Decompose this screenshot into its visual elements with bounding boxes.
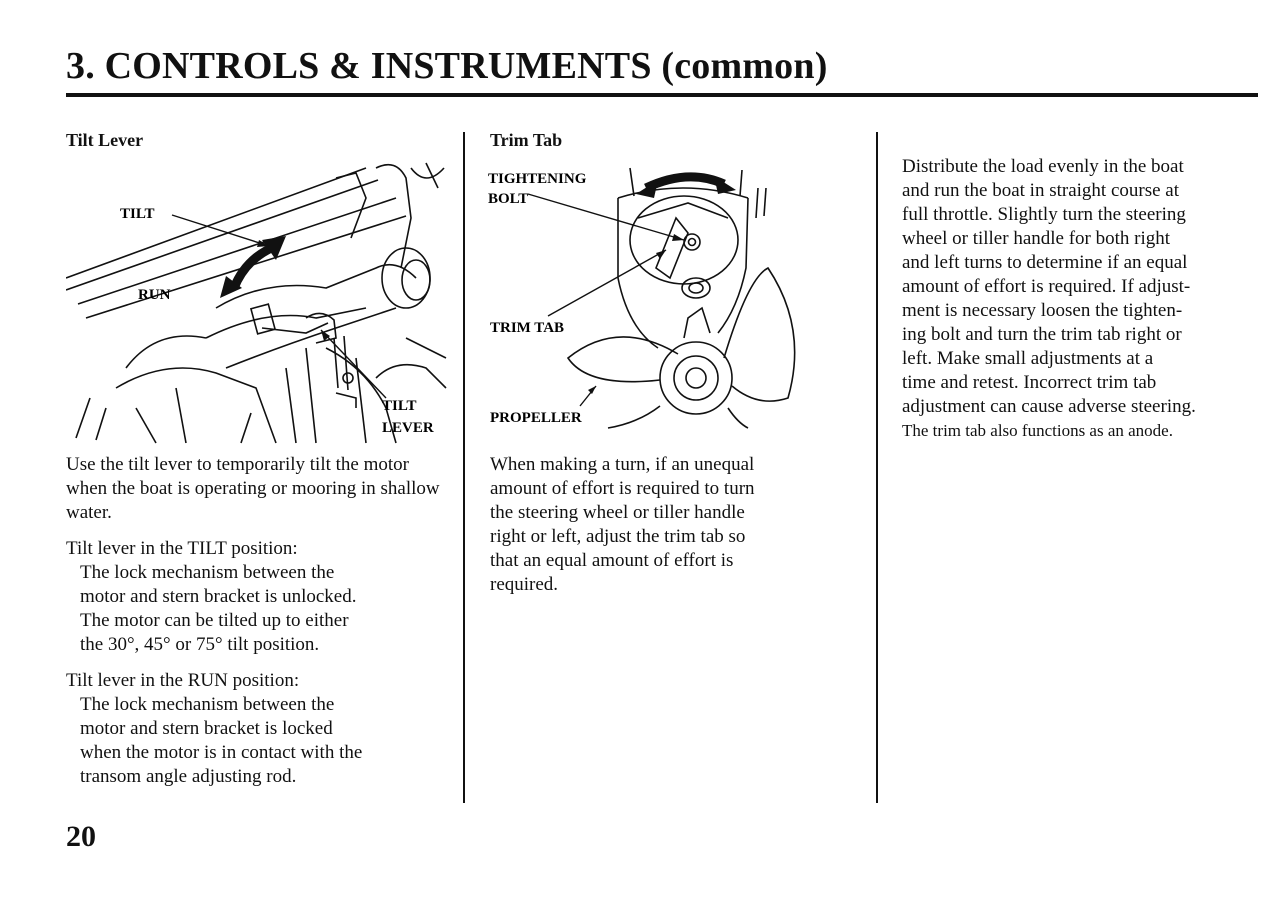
tilt-lever-label-line1: TILT bbox=[382, 398, 417, 414]
run-position-line: The lock mechanism between the bbox=[80, 694, 335, 715]
tilt-lever-intro: Use the tilt lever to temporarily tilt the motor when the boat is operating or mooring in shallow water. bbox=[66, 454, 440, 523]
trim-tab-line: required. bbox=[490, 574, 559, 595]
trim-tab-line: the steering wheel or tiller handle bbox=[490, 502, 745, 523]
page-number: 20 bbox=[66, 820, 96, 853]
trim-tab-line: When making a turn, if an unequal bbox=[490, 454, 755, 475]
adjustment-line: and left turns to determine if an equal bbox=[902, 252, 1188, 273]
adjustment-line: full throttle. Slightly turn the steering bbox=[902, 204, 1186, 225]
page-title: 3. CONTROLS & INSTRUMENTS (common) bbox=[66, 45, 828, 87]
adjustment-line: amount of effort is required. If adjust- bbox=[902, 276, 1191, 297]
tilt-position-line: the 30°, 45° or 75° tilt position. bbox=[80, 634, 320, 655]
run-position-line: transom angle adjusting rod. bbox=[80, 766, 297, 787]
run-position-lead: Tilt lever in the RUN position: bbox=[66, 670, 300, 691]
tightening-bolt-label-line2: BOLT bbox=[488, 191, 529, 207]
tilt-lever-illustration bbox=[66, 158, 452, 444]
tilt-lever-text bbox=[66, 453, 446, 789]
adjustment-line: and run the boat in straight course at bbox=[902, 180, 1180, 201]
adjustment-line: Distribute the load evenly in the boat bbox=[902, 156, 1184, 177]
adjustment-line: wheel or tiller handle for both right bbox=[902, 228, 1171, 249]
title-divider bbox=[66, 93, 1258, 97]
adjustment-line: ment is necessary loosen the tighten- bbox=[902, 300, 1183, 321]
column-divider-right bbox=[876, 132, 878, 803]
tightening-bolt-label-line1: TIGHTENING bbox=[488, 171, 587, 187]
propeller-label: PROPELLER bbox=[490, 410, 582, 426]
tilt-lever-label-line2: LEVER bbox=[382, 420, 434, 436]
adjustment-line: left. Make small adjustments at a bbox=[902, 348, 1154, 369]
tilt-position-lead: Tilt lever in the TILT position: bbox=[66, 538, 298, 559]
tilt-lever-heading: Tilt Lever bbox=[66, 130, 144, 150]
tilt-label: TILT bbox=[120, 206, 155, 222]
column-divider-left bbox=[463, 132, 465, 803]
adjustment-line: time and retest. Incorrect trim tab bbox=[902, 372, 1157, 393]
trim-tab-line: amount of effort is required to turn bbox=[490, 478, 755, 499]
tilt-position-line: The lock mechanism between the bbox=[80, 562, 335, 583]
adjustment-line: adjustment can cause adverse steering. bbox=[902, 396, 1196, 417]
tilt-position-line: motor and stern bracket is unlocked. bbox=[80, 586, 357, 607]
run-label: RUN bbox=[138, 287, 171, 303]
trim-tab-line: that an equal amount of effort is bbox=[490, 550, 734, 571]
trim-tab-adjustment-text bbox=[902, 155, 1274, 443]
run-position-line: when the motor is in contact with the bbox=[80, 742, 363, 763]
run-position-line: motor and stern bracket is locked bbox=[80, 718, 333, 739]
trim-tab-line: right or left, adjust the trim tab so bbox=[490, 526, 746, 547]
trim-tab-text bbox=[490, 453, 860, 597]
trim-tab-label: TRIM TAB bbox=[490, 320, 565, 336]
anode-note: The trim tab also functions as an anode. bbox=[902, 421, 1173, 440]
adjustment-line: ing bolt and turn the trim tab right or bbox=[902, 324, 1182, 345]
tilt-position-line: The motor can be tilted up to either bbox=[80, 610, 349, 631]
trim-tab-heading: Trim Tab bbox=[490, 130, 563, 150]
trim-tab-illustration bbox=[488, 158, 818, 433]
